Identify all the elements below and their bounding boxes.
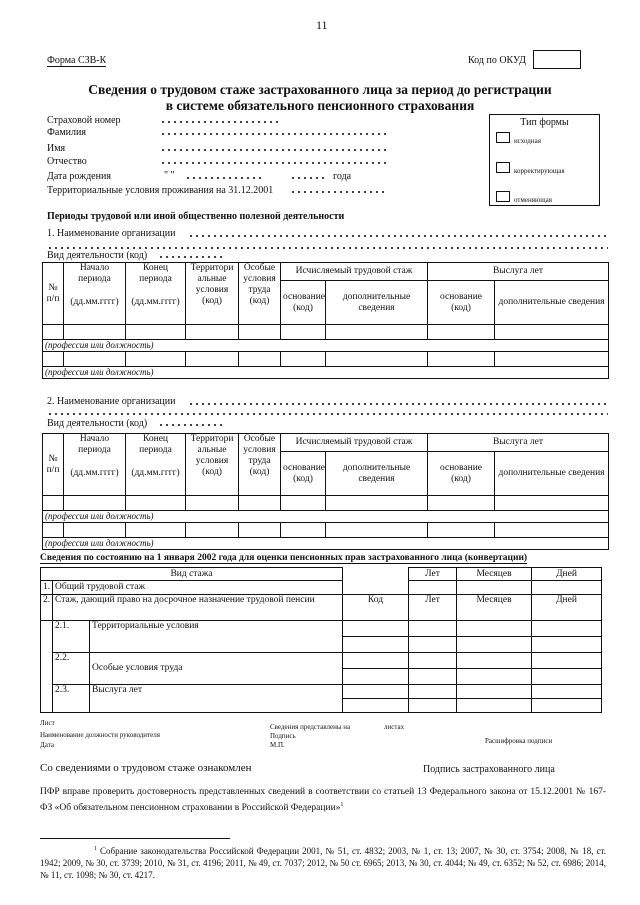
calc-additional: дополнительные сведения xyxy=(326,452,428,496)
signature-label: Подпись xyxy=(270,732,296,740)
patronymic-field[interactable] xyxy=(160,157,388,165)
patronymic-label: Отчество xyxy=(47,156,87,167)
calc-basis: основание (код) xyxy=(281,452,326,496)
col-years: Лет xyxy=(409,568,457,581)
pfr-note: ПФР вправе проверить достоверность представленных сведений в соответствии со статьей 13 Федерального закона от 15.12.2001 № 167-ФЗ «Об обязательном пенсионном страховании в Российской Федерации»$^1$ xyxy=(40,787,606,814)
col-special: Особые условия труда (код) xyxy=(239,434,281,496)
sheets-word: листах xyxy=(384,723,405,731)
service-additional: дополнительные сведения xyxy=(495,452,609,496)
form-type-title: Тип формы xyxy=(520,117,569,128)
territorial-label: Территориальные условия проживания на 31.12.2001 xyxy=(47,185,274,196)
conversion-heading: Сведения по состоянию на 1 января 2002 года для оценки пенсионных прав застрахованного лица (конвертации) xyxy=(40,553,528,563)
activity-2-field[interactable] xyxy=(158,419,226,427)
col-start: Начало периода (дд.мм.гггг) xyxy=(64,263,126,325)
footnote-divider xyxy=(40,838,230,839)
activity-1-field[interactable] xyxy=(158,251,226,259)
col-months: Месяцев xyxy=(457,568,532,581)
col-end: Конец периода (дд.мм.гггг) xyxy=(126,263,186,325)
surname-field[interactable] xyxy=(160,128,388,136)
form-subtitle: в системе обязательного пенсионного страхования xyxy=(165,98,475,113)
org-1-field-cont[interactable] xyxy=(47,242,608,250)
profession-note: (профессия или должность) xyxy=(43,511,609,523)
period-table-1 xyxy=(42,262,609,379)
table-row[interactable]: 2.2. Особые условия труда xyxy=(41,653,602,669)
table-row[interactable]: 2.1. Территориальные условия xyxy=(41,621,602,637)
org-2-field-cont[interactable] xyxy=(47,408,608,416)
territorial-field[interactable] xyxy=(290,186,388,194)
form-type-corrective[interactable]: корректирующая xyxy=(496,160,565,178)
form-type-original[interactable]: исходная xyxy=(496,130,541,148)
submitted-label: Сведения представлены на xyxy=(270,723,351,731)
calc-additional: дополнительные сведения xyxy=(326,281,428,325)
col-kind: Вид стажа xyxy=(41,568,343,581)
calc-basis: основание (код) xyxy=(281,281,326,325)
insurance-number-field[interactable] xyxy=(160,116,280,124)
col-calc: Исчисляемый трудовой стаж xyxy=(281,434,428,452)
table-row[interactable]: 2.3. Выслуга лет xyxy=(41,685,602,699)
col-start: Начало периода (дд.мм.гггг) xyxy=(64,434,126,496)
date-label: Дата xyxy=(40,741,54,749)
service-basis: основание (код) xyxy=(428,452,495,496)
col-territorial: Территори альные условия (код) xyxy=(186,434,239,496)
table-row[interactable]: 2. Стаж, дающий право на досрочное назначение трудовой пенсии Код Лет Месяцев Дней xyxy=(41,595,602,621)
head-position-label: Наименование должности руководителя xyxy=(40,731,160,739)
org-1-label: 1. Наименование организации xyxy=(47,228,176,239)
col-service: Выслуга лет xyxy=(428,263,609,281)
profession-note: (профессия или должность) xyxy=(43,340,609,352)
col-num: № п/п xyxy=(43,263,64,325)
okud-label: Код по ОКУД xyxy=(468,55,526,66)
name-field[interactable] xyxy=(160,144,388,152)
conversion-table xyxy=(40,567,602,713)
org-2-label: 2. Наименование организации xyxy=(47,396,176,407)
sheet-label: Лист xyxy=(40,719,55,727)
birth-year-field[interactable] xyxy=(290,172,326,180)
periods-heading: Периоды трудовой или иной общественно полезной деятельности xyxy=(47,211,345,222)
col-territorial: Территори альные условия (код) xyxy=(186,263,239,325)
org-2-field[interactable] xyxy=(188,398,608,406)
insurance-number-label: Страховой номер xyxy=(47,115,121,126)
acknowledged-text: Со сведениями о трудовом стаже ознакомлен xyxy=(40,762,252,774)
col-special: Особые условия труда (код) xyxy=(239,263,281,325)
profession-note: (профессия или должность) xyxy=(43,538,609,550)
profession-note: (профессия или должность) xyxy=(43,367,609,379)
birth-date-label: Дата рождения xyxy=(47,171,111,182)
name-label: Имя xyxy=(47,143,66,154)
birth-date-quote: " " xyxy=(164,170,175,181)
table-row[interactable] xyxy=(43,325,609,340)
org-1-field[interactable] xyxy=(188,230,608,238)
decoding-label: Расшифровка подписи xyxy=(485,737,553,745)
table-row[interactable] xyxy=(43,496,609,511)
col-end: Конец периода (дд.мм.гггг) xyxy=(126,434,186,496)
service-basis: основание (код) xyxy=(428,281,495,325)
page-number: 11 xyxy=(316,18,328,32)
service-additional: дополнительные сведения xyxy=(495,281,609,325)
form-code: Форма СЗВ-К xyxy=(47,55,107,66)
okud-field[interactable] xyxy=(533,50,581,69)
table-row[interactable]: 1. Общий трудовой стаж xyxy=(41,581,602,595)
insured-signature-label: Подпись застрахованного лица xyxy=(423,764,555,775)
col-num: № п/п xyxy=(43,434,64,496)
birth-month-field[interactable] xyxy=(185,172,265,180)
year-suffix: года xyxy=(333,171,352,182)
col-days: Дней xyxy=(532,568,602,581)
surname-label: Фамилия xyxy=(47,127,86,138)
stamp-label: М.П. xyxy=(270,741,285,749)
form-title: Сведения о трудовом стаже застрахованного лица за период до регистрации xyxy=(88,82,552,97)
table-row[interactable] xyxy=(43,352,609,367)
col-calc: Исчисляемый трудовой стаж xyxy=(281,263,428,281)
form-type-cancelling[interactable]: отменяющая xyxy=(496,189,552,207)
col-service: Выслуга лет xyxy=(428,434,609,452)
activity-1-label: Вид деятельности (код) xyxy=(47,250,148,261)
table-row[interactable] xyxy=(43,523,609,538)
footnote: $^1$ Собрание законодательства Российской Федерации 2001, № 51, ст. 4832; 2003, № 1, ст. 13; 2007, № 30, ст. 3754; 2008, № 18, ст. 1942; 2009, № 30, ст. 3739; 2010, № 31, ст. 4196; 2011, № 49, ст. 7037; 2012, № 50 ст. 6965; 2013, № 30, ст. 4044; № 49, ст. 6352; № 52, ст. 6986; 2014, № 11, ст. 1098; № 30, ст. 4217. xyxy=(40,846,607,880)
period-table-2 xyxy=(42,433,609,550)
activity-2-label: Вид деятельности (код) xyxy=(47,418,148,429)
